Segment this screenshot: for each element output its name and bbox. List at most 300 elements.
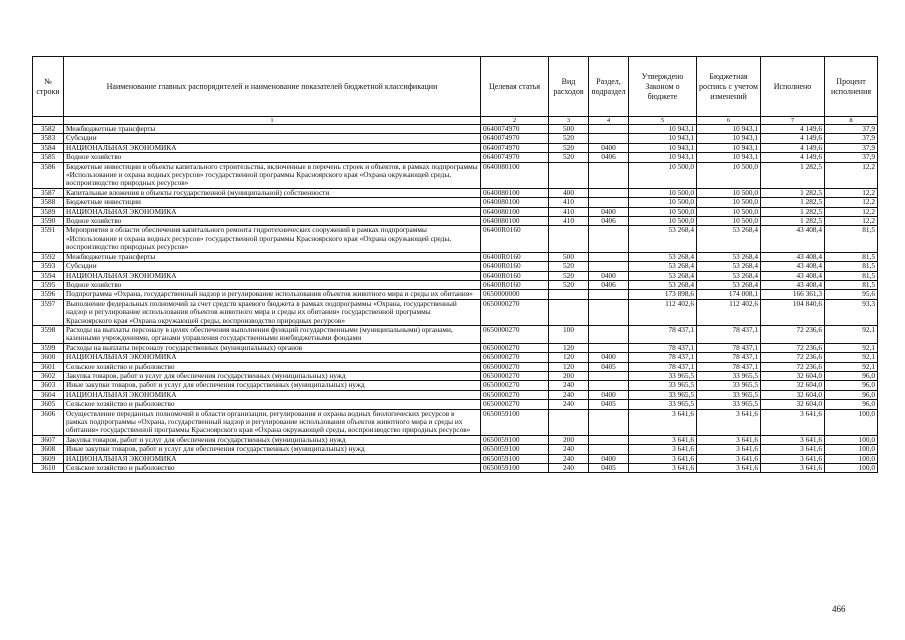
header-expense-kind: Вид расходов <box>549 57 589 117</box>
row-name-cell: НАЦИОНАЛЬНАЯ ЭКОНОМИКА <box>64 143 481 152</box>
target-article-cell: 0640080100 <box>481 188 549 197</box>
approved-cell: 53 268,4 <box>629 262 697 271</box>
expense-kind-cell: 200 <box>549 435 589 444</box>
percent-cell: 96,0 <box>825 381 878 390</box>
row-number-cell: 3605 <box>33 400 64 409</box>
schedule-cell: 10 500,0 <box>697 207 761 216</box>
expense-kind-cell: 410 <box>549 198 589 207</box>
section-cell <box>589 435 629 444</box>
schedule-cell: 3 641,6 <box>697 435 761 444</box>
expense-kind-cell: 120 <box>549 353 589 362</box>
approved-cell: 112 402,6 <box>629 299 697 325</box>
row-name-cell: Бюджетные инвестиции <box>64 198 481 207</box>
row-number-cell: 3585 <box>33 153 64 162</box>
expense-kind-cell <box>549 226 589 252</box>
table-row <box>33 353 878 362</box>
percent-cell: 37,9 <box>825 125 878 134</box>
schedule-cell: 10 943,1 <box>697 134 761 143</box>
colnum-cell: 5 <box>629 117 697 125</box>
approved-cell: 78 437,1 <box>629 325 697 343</box>
executed-cell: 104 840,6 <box>761 299 825 325</box>
row-number-cell: 3601 <box>33 362 64 371</box>
table-row <box>33 299 878 325</box>
target-article-cell: 0650000270 <box>481 371 549 380</box>
row-number-cell: 3609 <box>33 454 64 463</box>
target-article-cell: 0640074970 <box>481 153 549 162</box>
table-row <box>33 435 878 444</box>
target-article-cell: 0650000270 <box>481 353 549 362</box>
target-article-cell: 0650000270 <box>481 362 549 371</box>
percent-cell: 96,0 <box>825 400 878 409</box>
approved-cell: 53 268,4 <box>629 280 697 289</box>
target-article-cell: 0640080100 <box>481 207 549 216</box>
table-row <box>33 252 878 261</box>
header-section: Раздел, подраздел <box>589 57 629 117</box>
percent-cell: 96,0 <box>825 390 878 399</box>
table-row <box>33 125 878 134</box>
executed-cell: 166 361,3 <box>761 290 825 299</box>
target-article-cell: 0650000270 <box>481 325 549 343</box>
row-name-cell: Сельское хозяйство и рыболовство <box>64 362 481 371</box>
percent-cell: 100,0 <box>825 454 878 463</box>
approved-cell: 10 500,0 <box>629 188 697 197</box>
percent-cell: 12,2 <box>825 217 878 226</box>
row-name-cell: НАЦИОНАЛЬНАЯ ЭКОНОМИКА <box>64 353 481 362</box>
expense-kind-cell: 520 <box>549 134 589 143</box>
percent-cell: 12,2 <box>825 188 878 197</box>
target-article-cell: 0640080100 <box>481 198 549 207</box>
table-row <box>33 280 878 289</box>
row-name-cell: Осуществление переданных полномочий в области организации, регулирования и охраны водных биологических ресурсов в рамках подпрограммы «Охрана, государственный надзор и регулирование использования объектов животного мира и среды их обитания» государственной программы Красноярского края «Охрана окружающей среды, воспроизводство природных ресурсов» <box>64 409 481 435</box>
colnum-cell <box>33 117 64 125</box>
section-cell: 0405 <box>589 362 629 371</box>
row-number-cell: 3587 <box>33 188 64 197</box>
executed-cell: 72 236,6 <box>761 362 825 371</box>
percent-cell: 37,9 <box>825 134 878 143</box>
expense-kind-cell: 520 <box>549 271 589 280</box>
section-cell <box>589 381 629 390</box>
row-name-cell: Иные закупки товаров, работ и услуг для обеспечения государственных (муниципальных) нужд <box>64 445 481 454</box>
schedule-cell: 10 500,0 <box>697 198 761 207</box>
expense-kind-cell: 500 <box>549 252 589 261</box>
schedule-cell: 53 268,4 <box>697 252 761 261</box>
section-cell: 0400 <box>589 207 629 216</box>
expense-kind-cell: 520 <box>549 280 589 289</box>
header-executed: Исполнено <box>761 57 825 117</box>
colnum-cell: 6 <box>697 117 761 125</box>
approved-cell: 10 500,0 <box>629 198 697 207</box>
schedule-cell: 10 943,1 <box>697 125 761 134</box>
section-cell <box>589 226 629 252</box>
schedule-cell: 53 268,4 <box>697 280 761 289</box>
row-number-cell: 3594 <box>33 271 64 280</box>
executed-cell: 32 604,0 <box>761 371 825 380</box>
row-name-cell: Закупка товаров, работ и услуг для обеспечения государственных (муниципальных) нужд <box>64 371 481 380</box>
row-number-cell: 3607 <box>33 435 64 444</box>
percent-cell: 93,3 <box>825 299 878 325</box>
percent-cell: 12,2 <box>825 162 878 188</box>
section-cell: 0405 <box>589 400 629 409</box>
target-article-cell: 0650059100 <box>481 454 549 463</box>
target-article-cell: 0650000270 <box>481 343 549 352</box>
percent-cell: 100,0 <box>825 435 878 444</box>
percent-cell: 92,1 <box>825 343 878 352</box>
target-article-cell: 0650059100 <box>481 435 549 444</box>
row-number-cell: 3604 <box>33 390 64 399</box>
executed-cell: 4 149,6 <box>761 134 825 143</box>
expense-kind-cell: 520 <box>549 143 589 152</box>
approved-cell: 33 965,5 <box>629 390 697 399</box>
executed-cell: 43 408,4 <box>761 262 825 271</box>
percent-cell: 12,2 <box>825 207 878 216</box>
table-body <box>33 125 878 473</box>
table-row <box>33 454 878 463</box>
target-article-cell: 0650000000 <box>481 290 549 299</box>
expense-kind-cell: 520 <box>549 153 589 162</box>
executed-cell: 43 408,4 <box>761 280 825 289</box>
percent-cell: 96,0 <box>825 371 878 380</box>
approved-cell: 3 641,6 <box>629 464 697 473</box>
target-article-cell: 0650059100 <box>481 445 549 454</box>
row-number-cell: 3600 <box>33 353 64 362</box>
expense-kind-cell: 120 <box>549 362 589 371</box>
approved-cell: 10 943,1 <box>629 143 697 152</box>
percent-cell: 100,0 <box>825 464 878 473</box>
approved-cell: 33 965,5 <box>629 381 697 390</box>
approved-cell: 33 965,5 <box>629 400 697 409</box>
expense-kind-cell: 240 <box>549 390 589 399</box>
row-number-cell: 3583 <box>33 134 64 143</box>
section-cell <box>589 445 629 454</box>
expense-kind-cell: 240 <box>549 464 589 473</box>
schedule-cell: 53 268,4 <box>697 262 761 271</box>
section-cell <box>589 188 629 197</box>
approved-cell: 10 943,1 <box>629 125 697 134</box>
section-cell: 0406 <box>589 280 629 289</box>
approved-cell: 53 268,4 <box>629 271 697 280</box>
colnum-cell: 4 <box>589 117 629 125</box>
row-name-cell: Расходы на выплаты персоналу государственных (муниципальных) органов <box>64 343 481 352</box>
expense-kind-cell: 240 <box>549 381 589 390</box>
row-name-cell: Межбюджетные трансферты <box>64 252 481 261</box>
header-target-article: Целевая статья <box>481 57 549 117</box>
section-cell: 0405 <box>589 464 629 473</box>
target-article-cell: 06400R0160 <box>481 252 549 261</box>
row-name-cell: НАЦИОНАЛЬНАЯ ЭКОНОМИКА <box>64 207 481 216</box>
approved-cell: 53 268,4 <box>629 226 697 252</box>
row-number-cell: 3586 <box>33 162 64 188</box>
target-article-cell: 0650059100 <box>481 464 549 473</box>
table-row <box>33 381 878 390</box>
target-article-cell: 0650000270 <box>481 390 549 399</box>
approved-cell: 10 943,1 <box>629 134 697 143</box>
schedule-cell: 33 965,5 <box>697 371 761 380</box>
row-number-cell: 3584 <box>33 143 64 152</box>
row-name-cell: Сельское хозяйство и рыболовство <box>64 464 481 473</box>
colnum-cell: 2 <box>481 117 549 125</box>
section-cell <box>589 262 629 271</box>
table-row <box>33 207 878 216</box>
table-row <box>33 226 878 252</box>
executed-cell: 1 282,5 <box>761 188 825 197</box>
header-name: Наименование главных распорядителей и наименование показателей бюджетной классификации <box>64 57 481 117</box>
executed-cell: 4 149,6 <box>761 143 825 152</box>
target-article-cell: 0640080100 <box>481 217 549 226</box>
expense-kind-cell: 410 <box>549 217 589 226</box>
expense-kind-cell: 240 <box>549 400 589 409</box>
row-name-cell: Водное хозяйство <box>64 153 481 162</box>
approved-cell: 3 641,6 <box>629 409 697 435</box>
section-cell <box>589 343 629 352</box>
percent-cell: 37,9 <box>825 143 878 152</box>
row-name-cell: Подпрограмма «Охрана, государственный надзор и регулирование использования объектов животного мира и среды их обитания» <box>64 290 481 299</box>
executed-cell: 32 604,0 <box>761 400 825 409</box>
percent-cell: 92,1 <box>825 325 878 343</box>
header-percent: Процент исполнения <box>825 57 878 117</box>
schedule-cell: 78 437,1 <box>697 362 761 371</box>
schedule-cell: 3 641,6 <box>697 454 761 463</box>
table-row <box>33 390 878 399</box>
section-cell <box>589 371 629 380</box>
budget-table <box>32 56 878 473</box>
expense-kind-cell: 240 <box>549 454 589 463</box>
column-number-row <box>33 117 878 125</box>
header-row-number: № строки <box>33 57 64 117</box>
colnum-cell: 8 <box>825 117 878 125</box>
expense-kind-cell: 520 <box>549 262 589 271</box>
expense-kind-cell: 100 <box>549 325 589 343</box>
row-number-cell: 3597 <box>33 299 64 325</box>
row-number-cell: 3608 <box>33 445 64 454</box>
table-row <box>33 400 878 409</box>
section-cell: 0400 <box>589 143 629 152</box>
approved-cell: 10 500,0 <box>629 207 697 216</box>
schedule-cell: 33 965,5 <box>697 400 761 409</box>
schedule-cell: 10 943,1 <box>697 143 761 152</box>
section-cell <box>589 409 629 435</box>
executed-cell: 43 408,4 <box>761 226 825 252</box>
expense-kind-cell: 120 <box>549 343 589 352</box>
executed-cell: 32 604,0 <box>761 381 825 390</box>
row-name-cell: Выполнение федеральных полномочий за счет средств краевого бюджета в рамках подпрограммы «Охрана, государственный надзор и регулирование использования объектов животного мира и среды их обитания» государственной программы Красноярского края «Охрана окружающей среды, воспроизводство природных ресурсов» <box>64 299 481 325</box>
approved-cell: 10 500,0 <box>629 217 697 226</box>
target-article-cell: 0640074970 <box>481 143 549 152</box>
percent-cell: 81,5 <box>825 271 878 280</box>
approved-cell: 173 898,6 <box>629 290 697 299</box>
row-number-cell: 3610 <box>33 464 64 473</box>
section-cell <box>589 134 629 143</box>
table-row <box>33 153 878 162</box>
expense-kind-cell: 240 <box>549 445 589 454</box>
schedule-cell: 53 268,4 <box>697 271 761 280</box>
expense-kind-cell <box>549 290 589 299</box>
row-name-cell: Иные закупки товаров, работ и услуг для обеспечения государственных (муниципальных) нужд <box>64 381 481 390</box>
table-row <box>33 188 878 197</box>
percent-cell: 92,1 <box>825 362 878 371</box>
approved-cell: 10 500,0 <box>629 162 697 188</box>
row-name-cell: Расходы на выплаты персоналу в целях обеспечения выполнения функций государственными (муниципальными) органами, казенными учреждениями, органами управления государственными внебюджетными фондами <box>64 325 481 343</box>
section-cell <box>589 162 629 188</box>
header-row <box>33 57 878 117</box>
expense-kind-cell <box>549 299 589 325</box>
row-number-cell: 3603 <box>33 381 64 390</box>
row-name-cell: Бюджетные инвестиции в объекты капитального строительства, включенные в перечень строек и объектов, в рамках подпрограммы «Использование и охрана водных ресурсов» государственной программы Красноярского края «Охрана окружающей среды, воспроизводство природных ресурсов» <box>64 162 481 188</box>
row-number-cell: 3592 <box>33 252 64 261</box>
percent-cell: 95,6 <box>825 290 878 299</box>
percent-cell: 37,9 <box>825 153 878 162</box>
schedule-cell: 33 965,5 <box>697 390 761 399</box>
schedule-cell: 78 437,1 <box>697 325 761 343</box>
schedule-cell: 53 268,4 <box>697 226 761 252</box>
approved-cell: 78 437,1 <box>629 362 697 371</box>
header-schedule: Бюджетная роспись с учетом изменений <box>697 57 761 117</box>
section-cell <box>589 252 629 261</box>
executed-cell: 1 282,5 <box>761 217 825 226</box>
section-cell: 0400 <box>589 454 629 463</box>
table-row <box>33 371 878 380</box>
table-row <box>33 409 878 435</box>
target-article-cell: 06400R0160 <box>481 226 549 252</box>
executed-cell: 72 236,6 <box>761 325 825 343</box>
executed-cell: 3 641,6 <box>761 409 825 435</box>
row-number-cell: 3606 <box>33 409 64 435</box>
table-row <box>33 343 878 352</box>
approved-cell: 3 641,6 <box>629 445 697 454</box>
row-number-cell: 3599 <box>33 343 64 352</box>
row-name-cell: Сельское хозяйство и рыболовство <box>64 400 481 409</box>
target-article-cell: 0650059100 <box>481 409 549 435</box>
approved-cell: 33 965,5 <box>629 371 697 380</box>
percent-cell: 81,5 <box>825 262 878 271</box>
approved-cell: 3 641,6 <box>629 454 697 463</box>
expense-kind-cell: 500 <box>549 125 589 134</box>
schedule-cell: 10 500,0 <box>697 217 761 226</box>
target-article-cell: 06400R0160 <box>481 262 549 271</box>
row-number-cell: 3591 <box>33 226 64 252</box>
table-row <box>33 325 878 343</box>
expense-kind-cell <box>549 162 589 188</box>
schedule-cell: 10 943,1 <box>697 153 761 162</box>
row-name-cell: Водное хозяйство <box>64 280 481 289</box>
expense-kind-cell <box>549 409 589 435</box>
executed-cell: 3 641,6 <box>761 464 825 473</box>
executed-cell: 72 236,6 <box>761 343 825 352</box>
table-row <box>33 134 878 143</box>
row-number-cell: 3595 <box>33 280 64 289</box>
table-row <box>33 445 878 454</box>
schedule-cell: 3 641,6 <box>697 409 761 435</box>
approved-cell: 53 268,4 <box>629 252 697 261</box>
executed-cell: 43 408,4 <box>761 271 825 280</box>
row-name-cell: Мероприятия в области обеспечения капитального ремонта гидротехнических сооружений в рамках подпрограммы «Использование и охрана водных ресурсов» государственной программы Красноярского края «Охрана окружающей среды, воспроизводство природных ресурсов» <box>64 226 481 252</box>
schedule-cell: 33 965,5 <box>697 381 761 390</box>
expense-kind-cell: 400 <box>549 188 589 197</box>
target-article-cell: 0640074970 <box>481 134 549 143</box>
row-name-cell: Закупка товаров, работ и услуг для обеспечения государственных (муниципальных) нужд <box>64 435 481 444</box>
colnum-cell: 3 <box>549 117 589 125</box>
row-name-cell: НАЦИОНАЛЬНАЯ ЭКОНОМИКА <box>64 454 481 463</box>
row-name-cell: Субсидии <box>64 134 481 143</box>
section-cell <box>589 125 629 134</box>
target-article-cell: 06400R0160 <box>481 271 549 280</box>
section-cell: 0406 <box>589 217 629 226</box>
row-name-cell: Водное хозяйство <box>64 217 481 226</box>
percent-cell: 92,1 <box>825 353 878 362</box>
row-name-cell: Субсидии <box>64 262 481 271</box>
section-cell <box>589 290 629 299</box>
target-article-cell: 0650000270 <box>481 381 549 390</box>
executed-cell: 3 641,6 <box>761 445 825 454</box>
table-row <box>33 464 878 473</box>
schedule-cell: 10 500,0 <box>697 162 761 188</box>
percent-cell: 81,5 <box>825 280 878 289</box>
executed-cell: 1 282,5 <box>761 162 825 188</box>
target-article-cell: 06400R0160 <box>481 280 549 289</box>
row-name-cell: НАЦИОНАЛЬНАЯ ЭКОНОМИКА <box>64 390 481 399</box>
row-number-cell: 3593 <box>33 262 64 271</box>
row-number-cell: 3596 <box>33 290 64 299</box>
percent-cell: 100,0 <box>825 409 878 435</box>
section-cell <box>589 325 629 343</box>
row-name-cell: Межбюджетные трансферты <box>64 125 481 134</box>
expense-kind-cell: 410 <box>549 207 589 216</box>
row-number-cell: 3588 <box>33 198 64 207</box>
row-number-cell: 3590 <box>33 217 64 226</box>
schedule-cell: 3 641,6 <box>697 464 761 473</box>
table-row <box>33 198 878 207</box>
schedule-cell: 174 008,1 <box>697 290 761 299</box>
schedule-cell: 3 641,6 <box>697 445 761 454</box>
table-row <box>33 143 878 152</box>
percent-cell: 12,2 <box>825 198 878 207</box>
header-approved: Утверждено Законом о бюджете <box>629 57 697 117</box>
executed-cell: 32 604,0 <box>761 390 825 399</box>
executed-cell: 3 641,6 <box>761 435 825 444</box>
section-cell: 0400 <box>589 271 629 280</box>
table-row <box>33 217 878 226</box>
row-number-cell: 3589 <box>33 207 64 216</box>
target-article-cell: 0650000270 <box>481 299 549 325</box>
executed-cell: 72 236,6 <box>761 353 825 362</box>
executed-cell: 43 408,4 <box>761 252 825 261</box>
schedule-cell: 78 437,1 <box>697 343 761 352</box>
section-cell <box>589 299 629 325</box>
executed-cell: 1 282,5 <box>761 198 825 207</box>
percent-cell: 81,5 <box>825 252 878 261</box>
executed-cell: 4 149,6 <box>761 125 825 134</box>
section-cell: 0400 <box>589 390 629 399</box>
row-name-cell: НАЦИОНАЛЬНАЯ ЭКОНОМИКА <box>64 271 481 280</box>
page-number: 466 <box>832 604 846 614</box>
colnum-cell: 1 <box>64 117 481 125</box>
row-number-cell: 3598 <box>33 325 64 343</box>
approved-cell: 78 437,1 <box>629 343 697 352</box>
executed-cell: 3 641,6 <box>761 454 825 463</box>
approved-cell: 78 437,1 <box>629 353 697 362</box>
schedule-cell: 112 402,6 <box>697 299 761 325</box>
table-row <box>33 262 878 271</box>
target-article-cell: 0650000270 <box>481 400 549 409</box>
section-cell: 0400 <box>589 353 629 362</box>
target-article-cell: 0640074970 <box>481 125 549 134</box>
approved-cell: 3 641,6 <box>629 435 697 444</box>
row-number-cell: 3582 <box>33 125 64 134</box>
executed-cell: 1 282,5 <box>761 207 825 216</box>
section-cell: 0406 <box>589 153 629 162</box>
section-cell <box>589 198 629 207</box>
expense-kind-cell: 200 <box>549 371 589 380</box>
schedule-cell: 10 500,0 <box>697 188 761 197</box>
